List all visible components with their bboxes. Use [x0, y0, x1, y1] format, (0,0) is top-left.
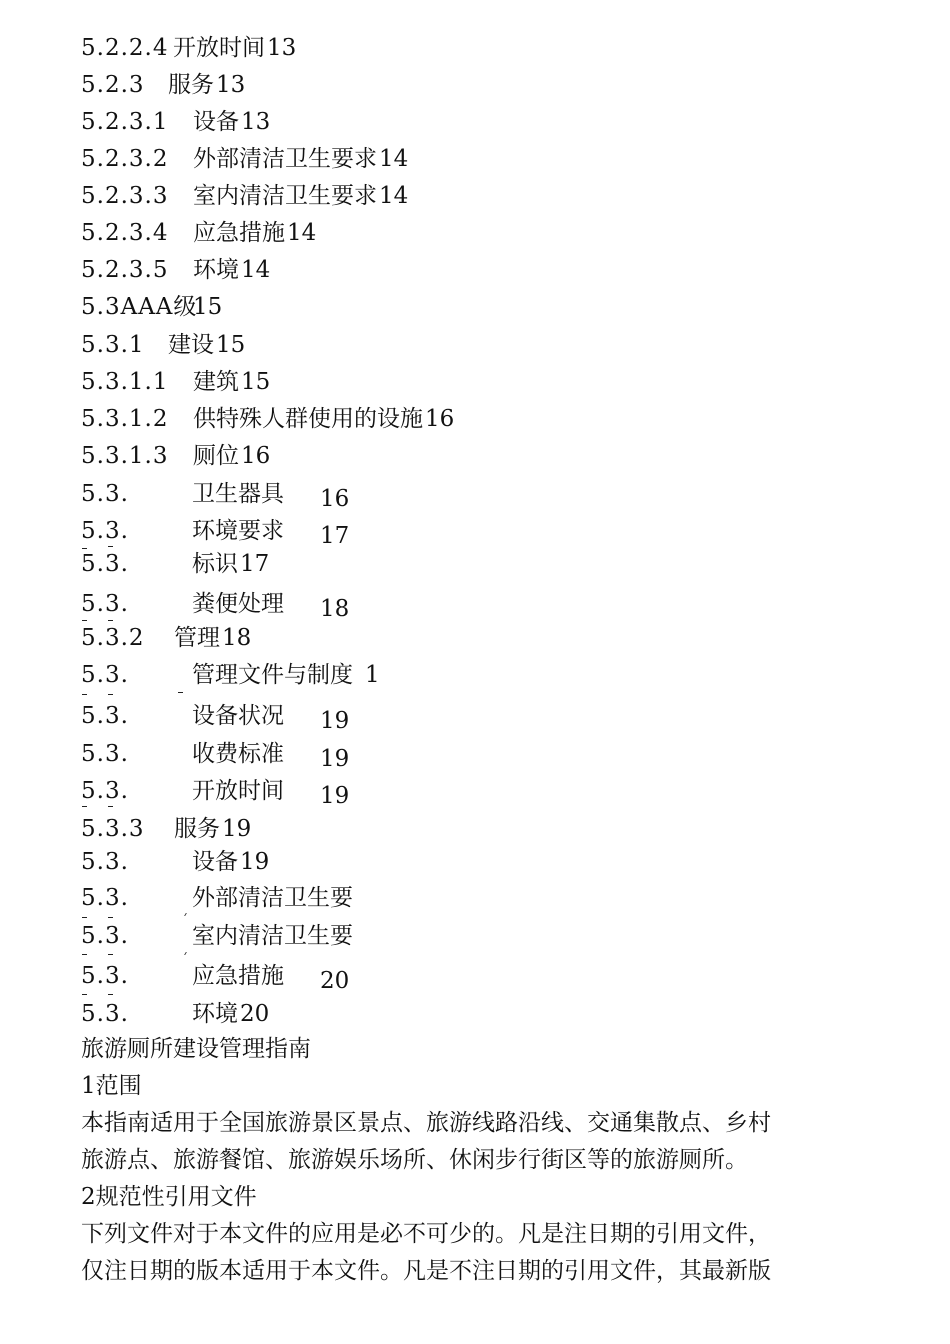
toc-title: 应急措施: [193, 220, 285, 246]
paragraph-line: 下列文件对于本文件的应用是必不可少的。凡是注日期的引用文件，: [81, 1221, 771, 1247]
toc-title: 卫生器具: [192, 481, 284, 507]
toc-page: 19: [320, 783, 350, 809]
toc-number: 5.3.1.2: [81, 406, 169, 432]
toc-title: 建筑: [193, 369, 239, 395]
artifact-mark: [108, 954, 113, 955]
toc-page: 13: [267, 35, 297, 61]
toc-title: 管理: [174, 625, 220, 651]
toc-page: 14: [379, 146, 409, 172]
toc-page: 19: [320, 746, 350, 772]
toc-title: 服务: [168, 72, 214, 98]
toc-number: 5.3.: [81, 518, 129, 544]
toc-number: 5.3.: [81, 963, 129, 989]
toc-number: 5.3.: [81, 849, 129, 875]
toc-number: 5.2.3.1: [81, 109, 169, 135]
paragraph-line: 旅游点、旅游餐馆、旅游娱乐场所、休闲步行街区等的旅游厕所。: [81, 1147, 748, 1173]
toc-title: 设备状况: [192, 703, 284, 729]
toc-page: 18: [320, 596, 350, 622]
toc-page: 19: [222, 816, 252, 842]
toc-title: 室内清洁卫生要求: [193, 183, 377, 209]
artifact-mark: [82, 694, 87, 695]
paragraph-line: 仅注日期的版本适用于本文件。凡是不注日期的引用文件，其最新版: [81, 1258, 771, 1284]
artifact-mark: [178, 692, 183, 693]
document-title: 旅游厕所建设管理指南: [81, 1036, 311, 1062]
toc-title: 环境要求: [192, 518, 284, 544]
artifact-mark: [82, 806, 87, 807]
toc-title: 开放时间: [192, 778, 284, 804]
toc-number: 5.3.2: [81, 625, 145, 651]
toc-title: 管理文件与制度: [192, 662, 353, 688]
toc-title: 环境: [193, 257, 239, 283]
artifact-mark: [108, 694, 113, 695]
toc-page: 20: [320, 968, 350, 994]
toc-page: 13: [241, 109, 271, 135]
toc-page: 15: [241, 369, 271, 395]
toc-title: 建设: [168, 332, 214, 358]
toc-number: 5.3.: [81, 923, 129, 949]
toc-title: 外部清洁卫生要求: [193, 146, 377, 172]
toc-page: 14: [287, 220, 317, 246]
toc-number: 5.3.: [81, 591, 129, 617]
toc-number: 5.2.3: [81, 72, 145, 98]
toc-title: 应急措施: [192, 963, 284, 989]
toc-title: 设备: [193, 109, 239, 135]
artifact-mark: [108, 546, 113, 547]
section-heading: 2规范性引用文件: [81, 1184, 257, 1210]
toc-page: 20: [240, 1001, 270, 1027]
toc-number: 5.3.: [81, 481, 129, 507]
artifact-mark: [184, 952, 191, 955]
paragraph-line: 本指南适用于全国旅游景区景点、旅游线路沿线、交通集散点、乡村: [81, 1110, 771, 1136]
toc-page: 13: [216, 72, 246, 98]
toc-page: 18: [222, 625, 252, 651]
toc-title: 服务: [174, 816, 220, 842]
toc-number: 5.3.: [81, 778, 129, 804]
toc-number: 5.2.3.5: [81, 257, 169, 283]
toc-title: 室内清洁卫生要: [192, 923, 353, 949]
toc-page: 14: [379, 183, 409, 209]
section-heading: 1范围: [81, 1073, 142, 1099]
toc-title: 供特殊人群使用的设施: [193, 406, 423, 432]
toc-page: 19: [320, 708, 350, 734]
toc-number: 5.3.: [81, 1001, 129, 1027]
toc-page: 17: [320, 523, 350, 549]
toc-page: 15: [216, 332, 246, 358]
toc-page: 1: [365, 662, 380, 688]
artifact-mark: [108, 620, 113, 621]
artifact-mark: [82, 954, 87, 955]
toc-number: 5.2.3.2: [81, 146, 169, 172]
toc-number: 5.2.2.4: [81, 35, 169, 61]
toc-title: 粪便处理: [192, 591, 284, 617]
artifact-mark: [184, 913, 191, 916]
toc-title: 收费标准: [192, 741, 284, 767]
toc-title: 厕位: [193, 443, 239, 469]
toc-title: 开放时间: [173, 35, 265, 61]
toc-title: 标识: [192, 551, 238, 577]
artifact-mark: [82, 917, 87, 918]
toc-title: 外部清洁卫生要: [192, 885, 353, 911]
toc-number: 5.3.: [81, 703, 129, 729]
toc-number: 5.3AAA级: [81, 294, 198, 320]
toc-page: 19: [240, 849, 270, 875]
toc-title: 环境: [192, 1001, 238, 1027]
artifact-mark: [108, 806, 113, 807]
toc-number: 5.2.3.4: [81, 220, 169, 246]
toc-number: 5.3.: [81, 662, 129, 688]
toc-page: 16: [320, 486, 350, 512]
toc-number: 5.3.: [81, 551, 129, 577]
toc-page: 16: [425, 406, 455, 432]
toc-page: 15: [193, 294, 223, 320]
toc-page: 14: [241, 257, 271, 283]
artifact-mark: [82, 548, 87, 549]
artifact-mark: [108, 917, 113, 918]
artifact-mark: [108, 994, 113, 995]
toc-number: 5.3.3: [81, 816, 145, 842]
toc-number: 5.3.1: [81, 332, 145, 358]
toc-number: 5.3.: [81, 741, 129, 767]
toc-number: 5.3.: [81, 885, 129, 911]
toc-number: 5.3.1.3: [81, 443, 169, 469]
artifact-mark: [82, 620, 87, 621]
toc-page: 17: [240, 551, 270, 577]
artifact-mark: [82, 994, 87, 995]
toc-number: 5.3.1.1: [81, 369, 169, 395]
toc-page: 16: [241, 443, 271, 469]
toc-number: 5.2.3.3: [81, 183, 169, 209]
toc-title: 设备: [192, 849, 238, 875]
